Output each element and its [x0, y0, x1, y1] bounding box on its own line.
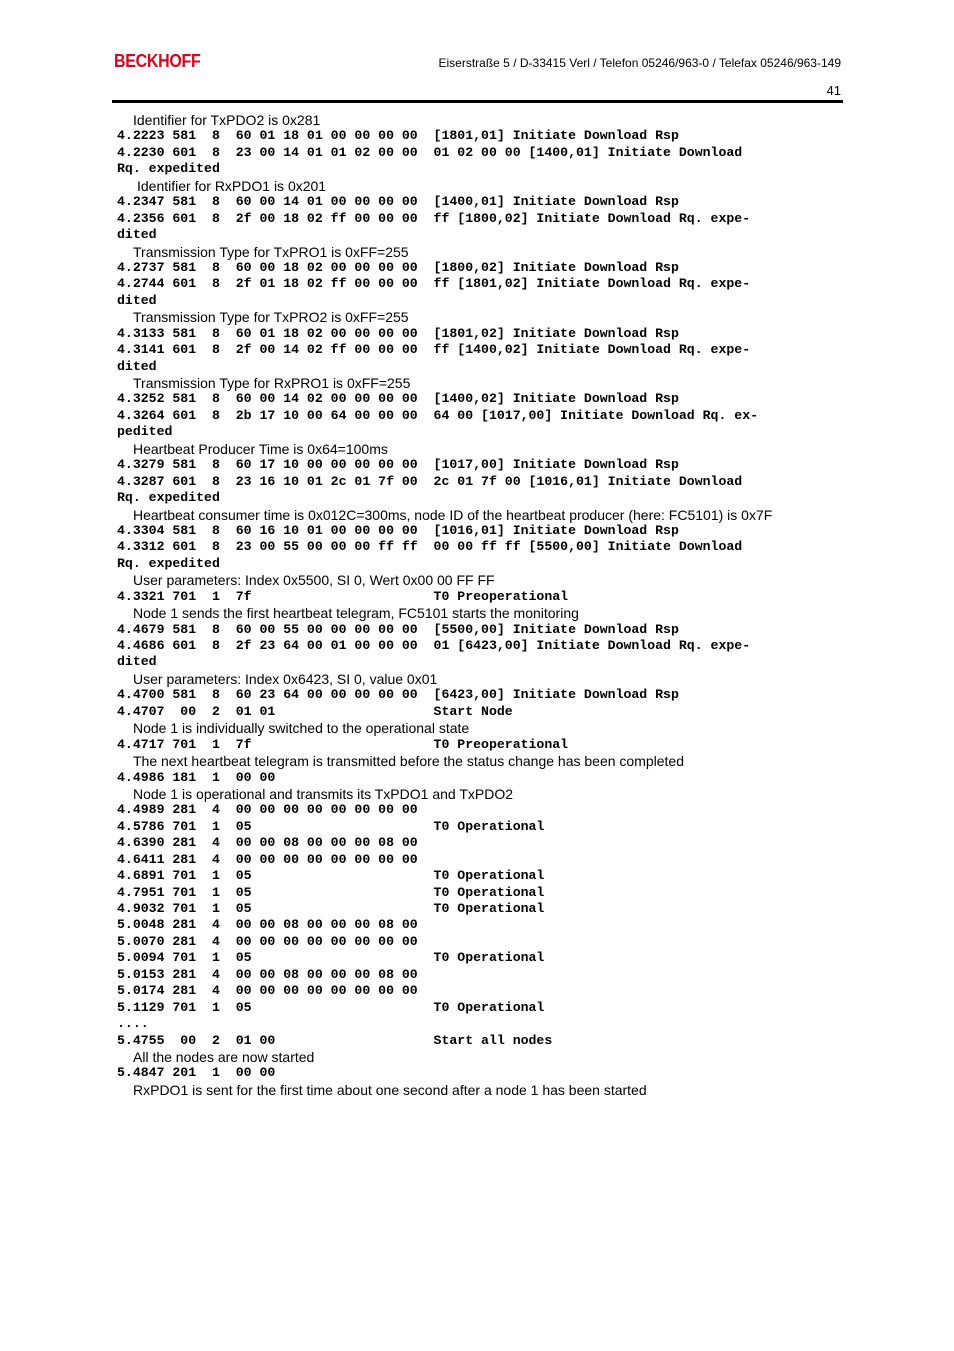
trace-line: 5.0174 281 4 00 00 00 00 00 00 00 00	[117, 983, 418, 999]
trace-line: 4.3321 701 1 7f T0 Preoperational	[117, 588, 569, 604]
trace-line: 4.6390 281 4 00 00 08 00 00 00 08 00	[117, 835, 418, 851]
trace-line: 4.3287 601 8 23 16 10 01 2c 01 7f 00 2c 01 7f 00 [1016,01] Initiate Download	[117, 473, 743, 489]
trace-line: 4.3312 601 8 23 00 55 00 00 00 ff ff 00 00 ff ff [5500,00] Initiate Download	[117, 539, 743, 555]
comment-line: Node 1 is individually switched to the operational state	[133, 720, 470, 737]
comment-line: Transmission Type for TxPRO2 is 0xFF=255	[133, 309, 409, 326]
trace-line: dited	[117, 654, 157, 670]
trace-line: ....	[117, 1016, 149, 1032]
comment-line: User parameters: Index 0x6423, SI 0, value 0x01	[133, 670, 438, 687]
trace-line: pedited	[117, 424, 173, 440]
trace-line: dited	[117, 358, 157, 374]
trace-line: 4.5786 701 1 05 T0 Operational	[117, 818, 545, 834]
trace-line: Rq. expedited	[117, 161, 220, 177]
trace-line: 4.6411 281 4 00 00 00 00 00 00 00 00	[117, 851, 418, 867]
header-rule	[112, 100, 843, 103]
trace-line: 4.4717 701 1 7f T0 Preoperational	[117, 736, 569, 752]
trace-line: 4.4989 281 4 00 00 00 00 00 00 00 00	[117, 802, 418, 818]
trace-line: 4.4986 181 1 00 00	[117, 769, 276, 785]
trace-line: 4.4700 581 8 60 23 64 00 00 00 00 00 [6423,00] Initiate Download Rsp	[117, 687, 679, 703]
trace-line: 4.2737 581 8 60 00 18 02 00 00 00 00 [1800,02] Initiate Download Rsp	[117, 259, 679, 275]
trace-line: dited	[117, 292, 157, 308]
trace-line: 5.0070 281 4 00 00 00 00 00 00 00 00	[117, 933, 418, 949]
trace-line: 4.7951 701 1 05 T0 Operational	[117, 884, 545, 900]
trace-line: 5.0048 281 4 00 00 08 00 00 00 08 00	[117, 917, 418, 933]
can-trace-listing	[117, 112, 843, 1098]
beckhoff-logo: BECKHOFF	[114, 52, 201, 72]
comment-line: Heartbeat consumer time is 0x012C=300ms, node ID of the heartbeat producer (here: FC5101) is 0x7F	[133, 506, 773, 523]
comment-line: Transmission Type for RxPRO1 is 0xFF=255	[133, 375, 411, 391]
trace-line: Rq. expedited	[117, 490, 220, 506]
comment-line: Identifier for RxPDO1 is 0x201	[137, 177, 327, 194]
trace-line: 4.2223 581 8 60 01 18 01 00 00 00 00 [1801,01] Initiate Download Rsp	[117, 128, 679, 144]
comment-line: Node 1 is operational and transmits its TxPDO1 and TxPDO2	[133, 785, 513, 802]
trace-line: 5.0094 701 1 05 T0 Operational	[117, 950, 545, 966]
trace-line: 4.4686 601 8 2f 23 64 00 01 00 00 00 01 [6423,00] Initiate Download Rq. expe-	[117, 638, 751, 653]
trace-line: 4.2230 601 8 23 00 14 01 01 02 00 00 01 02 00 00 [1400,01] Initiate Download	[117, 144, 743, 160]
comment-line: All the nodes are now started	[133, 1048, 315, 1065]
page-number: 41	[826, 83, 841, 98]
trace-line: 4.4679 581 8 60 00 55 00 00 00 00 00 [5500,00] Initiate Download Rsp	[117, 621, 679, 637]
comment-line: User parameters: Index 0x5500, SI 0, Wert 0x00 00 FF FF	[133, 572, 495, 589]
comment-line: Identifier for TxPDO2 is 0x281	[133, 112, 321, 128]
trace-line: 4.3264 601 8 2b 17 10 00 64 00 00 00 64 00 [1017,00] Initiate Download Rq. ex-	[117, 407, 759, 423]
comment-line: Heartbeat Producer Time is 0x64=100ms	[133, 440, 388, 457]
trace-line: 5.4755 00 2 01 00 Start all nodes	[117, 1032, 553, 1048]
comment-line: The next heartbeat telegram is transmitted before the status change has been completed	[133, 753, 684, 770]
trace-line: 4.3133 581 8 60 01 18 02 00 00 00 00 [1801,02] Initiate Download Rsp	[117, 325, 679, 341]
trace-line: dited	[117, 227, 157, 243]
trace-line: 4.6891 701 1 05 T0 Operational	[117, 868, 545, 884]
trace-line: 4.4707 00 2 01 01 Start Node	[117, 703, 513, 719]
trace-line: 5.4847 201 1 00 00	[117, 1065, 276, 1081]
trace-line: 4.2356 601 8 2f 00 18 02 ff 00 00 00 ff [1800,02] Initiate Download Rq. expe-	[117, 210, 751, 226]
trace-line: 5.0153 281 4 00 00 08 00 00 00 08 00	[117, 966, 418, 982]
trace-line: 4.2744 601 8 2f 01 18 02 ff 00 00 00 ff [1801,02] Initiate Download Rq. expe-	[117, 276, 751, 292]
comment-line: Transmission Type for TxPRO1 is 0xFF=255	[133, 243, 409, 260]
trace-line: 4.3252 581 8 60 00 14 02 00 00 00 00 [1400,02] Initiate Download Rsp	[117, 391, 679, 407]
company-address: Eiserstraße 5 / D-33415 Verl / Telefon 05246/963-0 / Telefax 05246/963-149	[438, 56, 841, 70]
trace-line: Rq. expedited	[117, 555, 220, 571]
trace-line: 4.3304 581 8 60 16 10 01 00 00 00 00 [1016,01] Initiate Download Rsp	[117, 522, 679, 538]
trace-line: 4.3279 581 8 60 17 10 00 00 00 00 00 [1017,00] Initiate Download Rsp	[117, 457, 679, 473]
trace-line: 4.9032 701 1 05 T0 Operational	[117, 901, 545, 916]
trace-line: 4.3141 601 8 2f 00 14 02 ff 00 00 00 ff [1400,02] Initiate Download Rq. expe-	[117, 342, 751, 358]
trace-line: 5.1129 701 1 05 T0 Operational	[117, 999, 545, 1015]
comment-line: Node 1 sends the first heartbeat telegram, FC5101 starts the monitoring	[133, 605, 579, 622]
trace-line: 4.2347 581 8 60 00 14 01 00 00 00 00 [1400,01] Initiate Download Rsp	[117, 194, 679, 210]
comment-line: RxPDO1 is sent for the first time about one second after a node 1 has been started	[133, 1081, 647, 1098]
